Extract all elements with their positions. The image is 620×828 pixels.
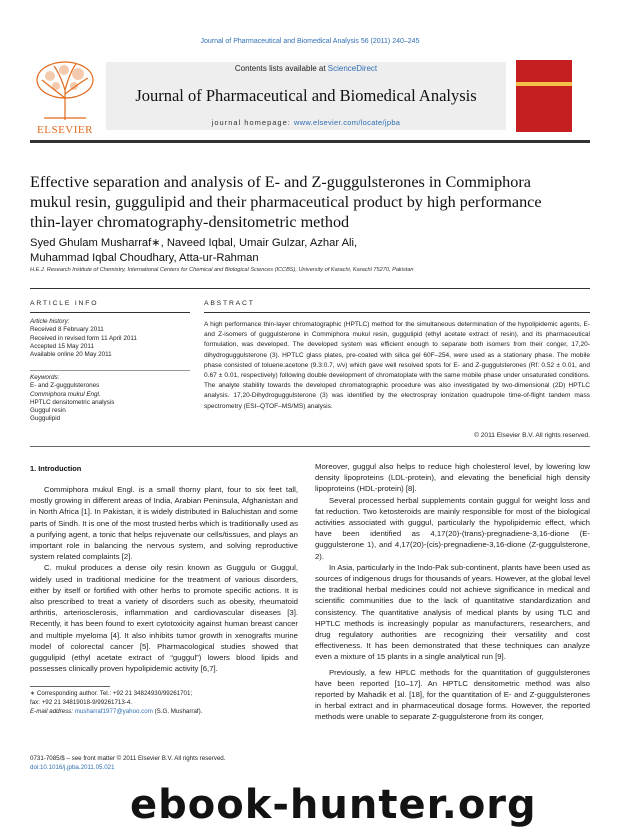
elsevier-tree-logo-icon — [30, 58, 100, 124]
email-suffix: (S.G. Musharraf). — [152, 707, 203, 715]
introduction-heading: 1. Introduction — [30, 464, 82, 473]
abstract-heading: ABSTRACT — [204, 300, 255, 307]
keyword-item: Commiphora mukul Engl. — [30, 390, 101, 398]
intro-paragraph-5: In Asia, particularly in the Indo-Pak sub-continent, plants have been used as sources of indigenous drugs for thousands of years. However, at the global level the traditional herbal medicines could not achieve significance in medical and scientific communities due to the lack of quantitative standardization and consistency. The quantitative analysis of medical plants by using TLC and HPTLC methods is increasingly popular as manufacturers, researchers, and drug regulatory authorities are recognizing their versatility and cost effectiveness. It has been demonstrated that these techniques can analyze even a mixture of 15 plants in a single analytical run [9]. — [315, 562, 590, 662]
article-title — [30, 172, 590, 232]
intro-paragraph-6: Previously, a few HPLC methods for the quantitation of guggulsterones have been reported [10–17]. An HPTLC densitometric method was also reported by Mahadik et al. [18], for the quantitation of E- and Z-guggulsterones in herbal extract and in pharmaceutical dosage forms. However, the reported methods were unable to separate Z-guggulsterone from its conger, — [315, 667, 590, 722]
journal-reference[interactable]: Journal of Pharmaceutical and Biomedical Analysis 56 (2011) 240–245 — [200, 38, 420, 45]
homepage-link[interactable]: www.elsevier.com/locate/jpba — [293, 118, 401, 127]
contents-prefix: Contents lists available at — [234, 64, 328, 73]
watermark-text: ebook-hunter.org — [130, 782, 537, 828]
issn-line: 0731-7085/$ – see front matter © 2011 Elsevier B.V. All rights reserved. — [30, 755, 226, 762]
article-info-rule — [30, 312, 190, 313]
corresponding-author-footnote — [30, 690, 295, 716]
header-rule — [30, 140, 590, 143]
email-label: E-mail address: — [30, 707, 75, 715]
homepage-label: journal homepage: — [211, 118, 294, 127]
doi-link[interactable]: doi:10.1016/j.jpba.2011.05.021 — [30, 763, 115, 771]
journal-homepage — [106, 118, 506, 127]
keyword-item: Guggulipid — [30, 415, 61, 423]
author-email-link[interactable]: musharraf1977@yahoo.com — [74, 707, 153, 715]
affiliation-rule — [30, 288, 590, 289]
contents-available-line — [106, 64, 506, 73]
cover-stripe — [516, 82, 572, 86]
intro-paragraph-4: Several processed herbal supplements contain guggul for weight loss and fat reduction. Two ketosteroids are mainly responsible for most of the biological activities associated with guggul, particularly the hypolipidemic effect, which have been identified as 4,17(20)-(trans)-pregnadiene-3,16-dione (E-guggulsterone 1), and 4,17(20)-(cis)-pregnadiene-3,16-dione (Z-guggulsterone, 2). — [315, 495, 590, 561]
journal-cover-image — [516, 60, 572, 132]
right-column — [315, 461, 590, 723]
left-column — [30, 484, 298, 674]
intro-paragraph-3: Moreover, guggul also helps to reduce high cholesterol level, by lowering low density lipoproteins (LDL-protein), and elevating the beneficial high density lipoproteins (HDL-protein) [8]. — [315, 462, 590, 494]
authors-line-1: Syed Ghulam Musharraf∗, Naveed Iqbal, Umair Gulzar, Azhar Ali, — [30, 237, 358, 249]
author-list — [30, 236, 590, 266]
keyword-item: HPTLC densitometric analysis — [30, 398, 115, 406]
history-revised: Received in revised form 11 April 2011 — [30, 334, 137, 342]
intro-paragraph-2: C. mukul produces a dense oily resin known as Guggulu or Guggul, widely used in traditional medicine for the treatment of various disorders, either by itself or fortified with other herbs to promote specific actions. It is also prescribed to treat a variety of disorders such as obesity, rheumatoid arthritis, arteriosclerosis, inflammation and cardiovascular diseases [3]. Recently, it has been found to exert cytotoxicity against human breast cancer and multiple myeloma [4]. It also inhibits tumor growth in xenografts murine model of colorectal cancer [5]. Pharmacological studies showed that guggulipid (ethyl acetate extract of “guggul”) lowers blood lipids and possesses clinically proven hypolipidemic activity [6,7]. — [30, 563, 298, 674]
abstract-text: A high performance thin-layer chromatographic (HPTLC) method for the simultaneous determination of the hypolipidemic agents, E- and Z-isomers of guggulsterone in Commiphora mukul resin, guggulipid (ethyl acetate extract of resin), and its pharmaceutical formulation, was developed. The developed system was efficient enough to separate both isomers from their conger, 17,20-dihydroguggulsterone (3). HPTLC glass plates, pre-coated with silica gel 60F–254, were used as a stationary phase. The mobile phase consisted of toluene:acetone (9.3:0.7, v/v) which gave well resolved spots for E- and Z-guggulsterones (Rf: 0.52 ± 0.01, and 0.67 ± 0.01, respectively) following double development of chromatoplate with the same mobile phase under unsaturated conditions. The analyte stability towards the developed chromatographic procedure was also investigated by two-dimensional (2D) HPTLC analysis. 17,20-Dihydroguggulsterone (3) was identified by the electrospray ionization quadrupole time-of-flight tandem mass spectrometry (ESI–QTOF–MS/MS) analysis. — [204, 321, 590, 410]
footnote-line-3 — [30, 708, 295, 717]
keywords-label: Keywords: — [30, 374, 60, 381]
abstract-copyright: © 2011 Elsevier B.V. All rights reserved. — [474, 432, 590, 439]
article-info-heading: ARTICLE INFO — [30, 300, 99, 307]
title-line-1: Effective separation and analysis of E- and Z-guggulsterones in Commiphora — [30, 173, 531, 191]
keyword-item: E- and Z-guggulsterones — [30, 382, 100, 390]
elsevier-wordmark: ELSEVIER — [37, 124, 93, 136]
front-matter-note — [30, 755, 295, 773]
footnote-rule — [30, 686, 110, 687]
keywords-block — [30, 374, 195, 424]
journal-title: Journal of Pharmaceutical and Biomedical Analysis — [135, 86, 477, 105]
footnote-line-1: ∗ Corresponding author. Tel.: +92 21 34824930/99261701; — [30, 690, 193, 697]
author-affiliation: H.E.J. Research Institute of Chemistry, International Centers for Chemical and Biological Sciences (ICCBS), University of Karachi, Karachi 75270, Pakistan — [30, 267, 414, 273]
abstract-rule — [204, 312, 590, 313]
keywords-rule — [30, 370, 190, 371]
history-received: Received 8 February 2011 — [30, 326, 104, 334]
sciencedirect-link[interactable]: ScienceDirect — [327, 64, 378, 73]
article-history — [30, 318, 195, 359]
intro-paragraph-1: Commiphora mukul Engl. is a small thorny plant, four to six feet tall, mostly growing in different areas of India, Arabian Peninsula, Afghanistan and in North Africa [1]. In Pakistan, it is widely distributed in Baluchistan and some parts of Sindh. It is one of the most trusted herbs which is traditionally used as a purifying agent, a tonic that helps rejuvenate our cells/tissues, and plays an important role in balancing the nervous system, and solving reproductive system related complaints [2]. — [30, 485, 298, 562]
title-line-3: thin-layer chromatography-densitometric method — [30, 213, 350, 231]
history-online: Available online 20 May 2011 — [30, 351, 112, 359]
history-label: Article history: — [30, 318, 70, 325]
footnote-line-2: fax: +92 21 34819018-9/99261713-4. — [30, 698, 133, 706]
keyword-item: Guggul resin — [30, 407, 66, 415]
authors-line-2: Muhammad Iqbal Choudhary, Atta-ur-Rahman — [30, 252, 259, 264]
abstract-bottom-rule — [30, 446, 590, 447]
history-accepted: Accepted 15 May 2011 — [30, 342, 94, 350]
title-line-2: mukul resin, guggulipid and their pharmaceutical product by high performance — [30, 193, 542, 211]
